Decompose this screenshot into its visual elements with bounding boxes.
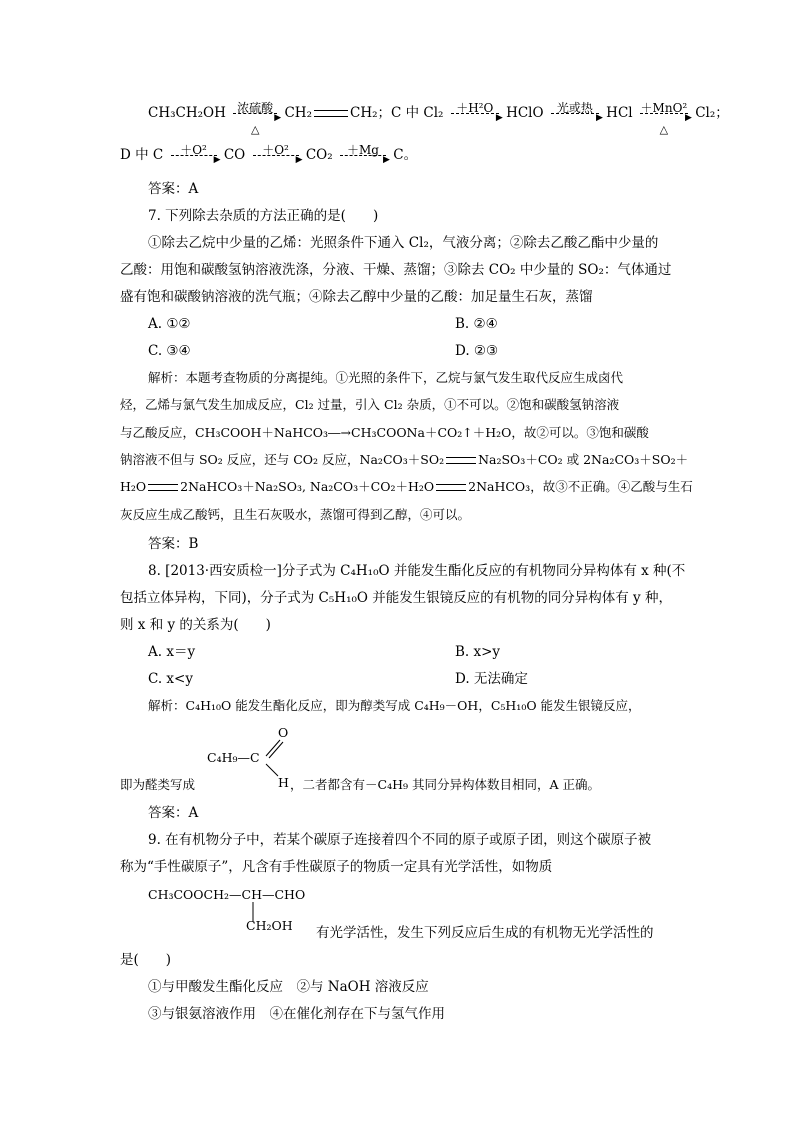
question-9-line: 9. 在有机物分子中，若某个碳原子连接着四个不同的原子或原子团，则这个碳原子被 [148, 832, 652, 848]
solution-7-line: 解析：本题考查物质的分离提纯。①光照的条件下，乙烷与氯气发生取代反应生成卤代 [148, 370, 624, 385]
option-c: C. x<y [148, 671, 193, 687]
option-b: B. x>y [455, 644, 501, 660]
option-d: D. ②③ [455, 343, 499, 359]
question-9-choices: ③与银氨溶液作用 ④在催化剂存在下与氢气作用 [148, 1006, 445, 1022]
aldehyde-o-label: O [278, 725, 289, 740]
reaction-arrow: 浓硫酸 ▶ △ [233, 113, 277, 114]
solution-8-line: 解析：C₄H₁₀O 能发生酯化反应，即为醇类写成 C₄H₉－OH，C₅H₁₀O 能发生银镜反应， [148, 698, 641, 713]
double-bond [314, 110, 348, 117]
reaction-line-2: D 中 C ＋O² ▶ CO ＋O² ▶ CO₂ ＋Mg ▶ C。 [120, 143, 418, 165]
answer-6: 答案：A [148, 181, 199, 197]
option-b: B. ②④ [455, 316, 498, 332]
question-9-line: 有光学活性，发生下列反应后生成的有机物无光学活性的 [316, 925, 654, 941]
question-7-line: ①除去乙烷中少量的乙烯：光照条件下通入 Cl₂，气液分离；②除去乙酸乙酯中少量的 [148, 235, 659, 251]
reaction-arrow: ＋H²O ▶ [451, 113, 499, 114]
chiral-structure-sub: CH₂OH [246, 918, 293, 933]
answer-7: 答案：B [148, 536, 199, 552]
solution-7-line: 烃，乙烯与氯气发生加成反应，Cl₂ 过量，引入 Cl₂ 杂质，①不可以。②饱和碳酸氢钠溶液 [120, 397, 620, 412]
question-7-line: 乙酸：用饱和碳酸氢钠溶液洗涤，分液、干燥、蒸馏；③除去 CO₂ 中少量的 SO₂：气体通过 [120, 262, 672, 278]
answer-8: 答案：A [148, 805, 199, 821]
option-a: A. x＝y [148, 644, 196, 660]
option-d: D. 无法确定 [455, 671, 528, 687]
reaction-arrow: 光或热 ▶ [551, 113, 599, 114]
aldehyde-r-label: C₄H₉—C [207, 750, 260, 765]
equals-sign [148, 484, 178, 491]
reaction-arrow: ＋Mg ▶ [340, 155, 386, 156]
question-9-line: 是( ) [120, 952, 172, 968]
solution-8-pre: 即为醛类写成 [120, 777, 196, 792]
question-7-stem: 7. 下列除去杂质的方法正确的是( ) [148, 208, 379, 224]
aldehyde-h-label: H [278, 775, 289, 790]
reaction-line-1: CH₃CH₂OH 浓硫酸 ▶ △ CH₂ CH₂；C 中 Cl₂ ＋H²O ▶ HClO 光或热 ▶ HCl ＋MnO² ▶ △ Cl₂； [148, 101, 729, 136]
solution-8-post: ，二者都含有－C₄H₉ 其同分异构体数目相同，A 正确。 [290, 777, 600, 792]
question-9-line: 称为“手性碳原子”，凡含有手性碳原子的物质一定具有光学活性，如物质 [120, 859, 553, 875]
reaction-arrow: ＋O² ▶ [253, 155, 299, 156]
chiral-structure-main: CH₃COOCH₂—CH—CHO [148, 887, 306, 902]
reactant-ethanol: CH₃CH₂OH [148, 105, 226, 121]
question-7-line: 盛有饱和碳酸钠溶液的洗气瓶；④除去乙醇中少量的乙酸：加足量生石灰，蒸馏 [120, 289, 593, 305]
reaction-arrow: ＋MnO² ▶ △ [640, 101, 692, 136]
equals-sign [446, 457, 476, 464]
question-8-line: 则 x 和 y 的关系为( ) [120, 617, 271, 633]
option-a: A. ①② [148, 316, 191, 332]
question-9-choices: ①与甲酸发生酯化反应 ②与 NaOH 溶液反应 [148, 979, 429, 995]
option-c: C. ③④ [148, 343, 191, 359]
solution-7-line: 灰反应生成乙酸钙，且生石灰吸水，蒸馏可得到乙醇，④可以。 [120, 507, 471, 522]
question-8-line: 8. [2013·西安质检一]分子式为 C₄H₁₀O 并能发生酯化反应的有机物同分异构体有 x 种(不 [148, 563, 686, 579]
solution-7-line: 钠溶液不但与 SO₂ 反应，还与 CO₂ 反应，Na₂CO₃＋SO₂ Na₂SO₃＋CO₂ 或 2Na₂CO₃＋SO₂＋ [120, 452, 689, 467]
solution-7-line: H₂O 2NaHCO₃＋Na₂SO₃, Na₂CO₃＋CO₂＋H₂O 2NaHCO₃，故③不正确。④乙酸与生石 [120, 479, 693, 494]
reaction-arrow: ＋O² ▶ [171, 155, 217, 156]
question-8-line: 包括立体异构，下同)，分子式为 C₅H₁₀O 并能发生银镜反应的有机物的同分异构体有 y 种， [120, 590, 672, 606]
equals-sign [436, 484, 466, 491]
solution-7-line: 与乙酸反应，CH₃COOH＋NaHCO₃―→CH₃COONa＋CO₂↑＋H₂O，故②可以。③饱和碳酸 [120, 425, 649, 440]
